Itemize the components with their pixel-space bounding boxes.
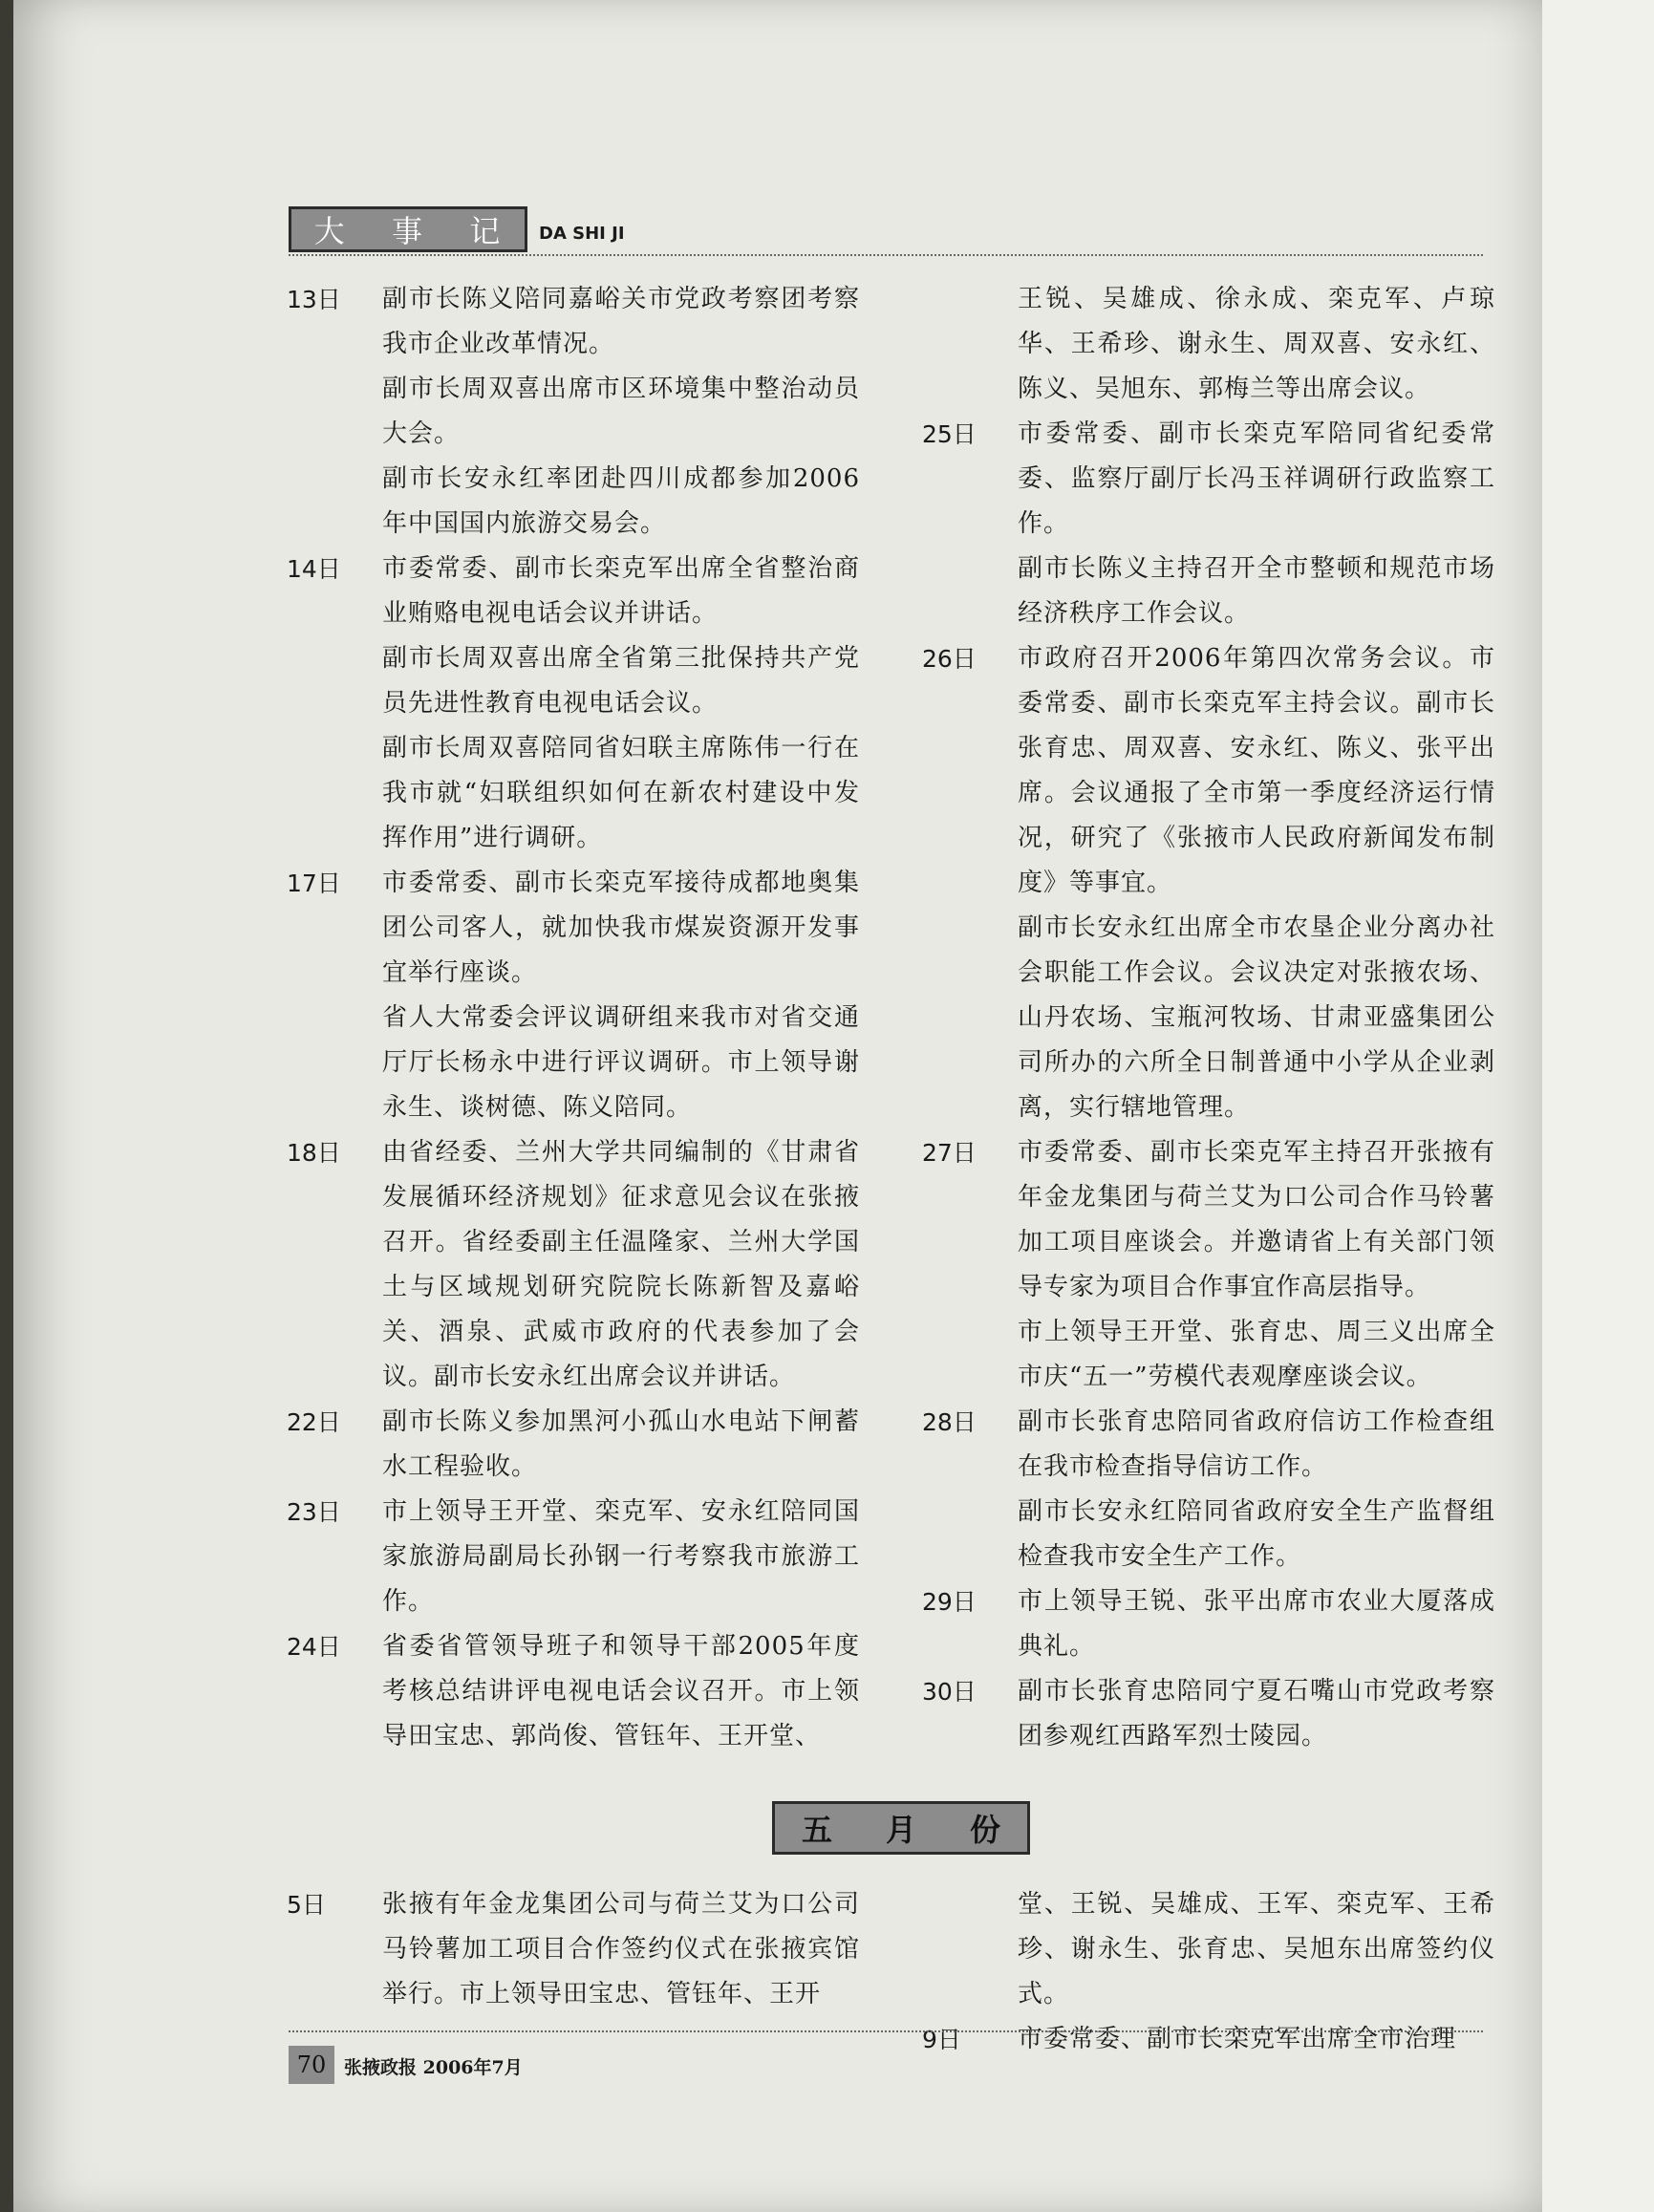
log-entry <box>287 277 860 547</box>
entry-day: 9日 <box>922 2026 961 2053</box>
log-entry <box>922 1130 1495 1400</box>
entry-paragraph: 市委常委、副市长栾克军接待成都地奥集团公司客人，就加快我市煤炭资源开发事宜举行座谈。 <box>382 869 860 987</box>
left-column <box>287 277 860 1759</box>
entry-day: 5日 <box>287 1891 326 1919</box>
publication-date: 2006年7月 <box>422 2057 523 2078</box>
entry-day: 28日 <box>922 1408 977 1436</box>
entry-paragraph: 副市长周双喜出席市区环境集中整治动员大会。 <box>382 375 860 448</box>
section-subtitle: DA SHI JI <box>539 224 625 244</box>
entry-paragraph: 省人大常委会评议调研组来我市对省交通厅厅长杨永中进行评议调研。市上领导谢永生、谈树德、陈义陪同。 <box>382 1003 860 1122</box>
right-column <box>922 277 1495 1759</box>
entry-paragraph: 副市长安永红率团赴四川成都参加2006年中国国内旅游交易会。 <box>382 464 860 538</box>
publication-name: 张掖政报 <box>344 2057 418 2078</box>
entry-day: 23日 <box>287 1498 341 1526</box>
entry-day: 17日 <box>287 870 341 897</box>
may-left-column <box>287 1882 860 2017</box>
entry-paragraph: 副市长陈义陪同嘉峪关市党政考察团考察我市企业改革情况。 <box>382 285 860 358</box>
log-entry <box>287 1624 860 1759</box>
entry-paragraph: 副市长周双喜陪同省妇联主席陈伟一行在我市就“妇联组织如何在新农村建设中发挥作用”进行调研。 <box>382 734 860 852</box>
entry-day: 24日 <box>287 1633 341 1661</box>
entry-day: 14日 <box>287 555 341 583</box>
entry-paragraph: 市上领导王锐、张平出席市农业大厦落成典礼。 <box>1018 1587 1495 1661</box>
entry-paragraph: 市委常委、副市长栾克军陪同省纪委常委、监察厅副厅长冯玉祥调研行政监察工作。 <box>1018 419 1495 538</box>
entry-day: 18日 <box>287 1139 341 1167</box>
entry-paragraph: 副市长安永红出席全市农垦企业分离办社会职能工作会议。会议决定对张掖农场、山丹农场、宝瓶河牧场、甘肃亚盛集团公司所办的六所全日制普通中小学从企业剥离，实行辖地管理。 <box>1018 913 1495 1122</box>
log-entry <box>922 277 1495 412</box>
log-entry <box>922 1579 1495 1669</box>
entry-paragraph: 市委常委、副市长栾克军主持召开张掖有年金龙集团与荷兰艾为口公司合作马铃薯加工项目座谈会。并邀请省上有关部门领导专家为项目合作事宜作高层指导。 <box>1018 1138 1495 1301</box>
entry-paragraph: 市上领导王开堂、张育忠、周三义出席全市庆“五一”劳模代表观摩座谈会议。 <box>1018 1318 1495 1391</box>
page-number: 70 <box>289 2046 334 2084</box>
section-title-char: 事 <box>391 213 424 249</box>
section-title-char: 记 <box>469 213 503 249</box>
entry-paragraph: 市委常委、副市长栾克军出席全市治理 <box>1018 2025 1457 2053</box>
entry-day: 30日 <box>922 1678 977 1706</box>
entry-paragraph: 副市长陈义参加黑河小孤山水电站下闸蓄水工程验收。 <box>382 1407 860 1481</box>
log-entry <box>922 1400 1495 1579</box>
section-header <box>289 206 1483 256</box>
section-title-char: 大 <box>313 213 347 249</box>
page-footer <box>289 2030 1483 2090</box>
entry-day: 26日 <box>922 645 977 673</box>
entry-day: 27日 <box>922 1139 977 1167</box>
page-edge <box>1542 0 1654 2212</box>
month-banner-char: 五 <box>801 1812 832 1848</box>
log-entry <box>287 547 860 861</box>
entry-paragraph: 副市长安永红陪同省政府安全生产监督组检查我市安全生产工作。 <box>1018 1497 1495 1571</box>
entry-day: 29日 <box>922 1588 977 1616</box>
entry-day: 13日 <box>287 286 341 313</box>
entry-paragraph: 市委常委、副市长栾克军出席全省整治商业贿赂电视电话会议并讲话。 <box>382 554 860 628</box>
entry-paragraph: 副市长周双喜出席全省第三批保持共产党员先进性教育电视电话会议。 <box>382 644 860 718</box>
entry-paragraph: 副市长张育忠陪同宁夏石嘴山市党政考察团参观红西路军烈士陵园。 <box>1018 1677 1495 1750</box>
footer-publication <box>344 2053 523 2079</box>
entry-paragraph: 王锐、吴雄成、徐永成、栾克军、卢琼华、王希珍、谢永生、周双喜、安永红、陈义、吴旭东、郭梅兰等出席会议。 <box>1018 285 1495 403</box>
log-entry <box>922 1882 1495 2017</box>
month-banner <box>772 1801 1030 1855</box>
month-banner-char: 月 <box>885 1812 916 1848</box>
entry-paragraph: 堂、王锐、吴雄成、王军、栾克军、王希珍、谢永生、张育忠、吴旭东出席签约仪式。 <box>1018 1890 1495 2008</box>
entry-paragraph: 副市长张育忠陪同省政府信访工作检查组在我市检查指导信访工作。 <box>1018 1407 1495 1481</box>
entry-paragraph: 张掖有年金龙集团公司与荷兰艾为口公司马铃薯加工项目合作签约仪式在张掖宾馆举行。市上领导田宝忠、管钰年、王开 <box>382 1890 860 2008</box>
log-entry <box>922 636 1495 1130</box>
log-entry <box>287 861 860 1130</box>
entry-paragraph: 省委省管领导班子和领导干部2005年度考核总结讲评电视电话会议召开。市上领导田宝忠、郭尚俊、管钰年、王开堂、 <box>382 1632 860 1750</box>
entry-paragraph: 市政府召开2006年第四次常务会议。市委常委、副市长栾克军主持会议。副市长张育忠、周双喜、安永红、陈义、张平出席。会议通报了全市第一季度经济运行情况，研究了《张掖市人民政府新闻发布制度》等事宜。 <box>1018 644 1495 897</box>
entry-day: 25日 <box>922 420 977 448</box>
entry-day: 22日 <box>287 1408 341 1436</box>
entry-paragraph: 由省经委、兰州大学共同编制的《甘肃省发展循环经济规划》征求意见会议在张掖召开。省经委副主任温隆家、兰州大学国土与区域规划研究院院长陈新智及嘉峪关、酒泉、武威市政府的代表参加了会议。副市长安永红出席会议并讲话。 <box>382 1138 860 1391</box>
log-entry <box>287 1882 860 2017</box>
section-title-box <box>289 206 527 252</box>
log-entry <box>287 1130 860 1400</box>
log-entry <box>922 1669 1495 1759</box>
log-entry <box>287 1400 860 1490</box>
entry-paragraph: 市上领导王开堂、栾克军、安永红陪同国家旅游局副局长孙钢一行考察我市旅游工作。 <box>382 1497 860 1616</box>
month-banner-char: 份 <box>969 1812 1000 1848</box>
log-entry <box>922 412 1495 636</box>
entry-paragraph: 副市长陈义主持召开全市整顿和规范市场经济秩序工作会议。 <box>1018 554 1495 628</box>
log-entry <box>287 1490 860 1624</box>
